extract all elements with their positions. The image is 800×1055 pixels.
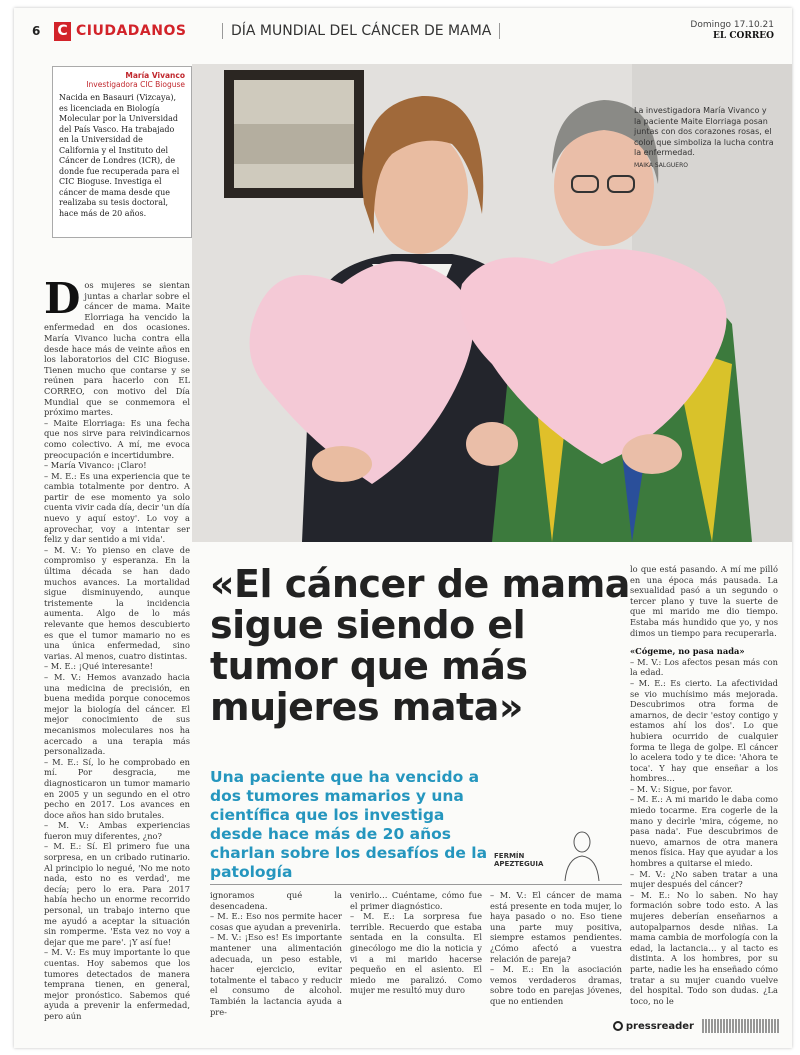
paper-name: EL CORREO [713, 31, 774, 41]
col1-paragraph: – M. E.: Sí, lo he comprobado en mí. Por desgracia, me diagnosticaron un tumor mamario en 2005 y un segundo en el otro pecho en 2017. Los avances en doce años han sido brutales. [44, 756, 190, 820]
pressreader-icon [613, 1021, 623, 1031]
divider [210, 884, 622, 885]
article-column-1 [44, 274, 190, 1035]
footer [613, 1016, 780, 1036]
drop-cap: D [44, 274, 81, 323]
author-portrait-icon [559, 826, 605, 881]
pressreader-label: pressreader [625, 1020, 694, 1032]
col1-paragraph: – M. E.: Es una experiencia que te cambia totalmente por dentro. A partir de ese momento ya solo cuenta vivir cada día, decir 'un día nuevo y aquí estoy'. Lo voy a aprovechar, voy a intentar ser feliz y dar sentido a mi vida'. [44, 470, 190, 545]
colr-paragraph: – M. V.: Sigue, por favor. [630, 783, 733, 794]
col1-paragraph: – M. V.: Ambas experiencias fueron muy diferentes, ¿no? [44, 820, 190, 841]
colr-paragraph: – M. V.: Los afectos pesan más con la edad. [630, 656, 778, 678]
colb2-paragraph: venirlo… Cuéntame, cómo fue el primer diagnóstico. [350, 890, 482, 911]
col1-paragraph: – M. V.: Es muy importante lo que cuentas. Hoy sabemos que los tumores detectados de manera temprana tienen, en general, mejor pronóstico. Sabemos qué ayuda a prevenir la enfermedad, pero aún [44, 947, 190, 1021]
headline: «El cáncer de mama sigue siendo el tumor que más mujeres mata» [210, 562, 630, 729]
date-text: Domingo 17.10.21 [690, 20, 774, 30]
byline [494, 852, 543, 868]
bio-box [52, 66, 192, 238]
legal-notice [702, 1019, 780, 1033]
col1-paragraph: – M. E.: ¡Qué interesante! [44, 661, 153, 672]
colr-paragraph: – M. E.: A mi marido le daba como miedo tocarme. Era cogerle de la mano y decirle 'mira, cógeme, no pasa nada'. Fue descubrimos de nuevo, amarnos de otra manera menos física. Hay que ayudar a los hombres a quitarse el miedo. [630, 794, 778, 869]
col1-paragraph: – M. V.: Yo pienso en clave de compromiso y esperanza. En la última década se han dado muchos avances. La mortalidad sigue disminuyendo, aunque tristemente la incidencia aumenta. Algo de lo más relevante que hemos descubierto es que el tumor mamario no es una única enfermedad, sino varias. Al menos, cuatro distintas. [44, 544, 190, 661]
colr-paragraph: lo que está pasando. A mí me pilló en una época más pausada. La sexualidad pasó a un segundo o tercer plano y tuve la suerte de que mi marido me dio tiempo. Estaba más hundido que yo, y nos dimos un tiempo para recuperarla. [630, 564, 778, 638]
newspaper-page [14, 8, 792, 1048]
colr-paragraph: – M. V.: ¿No saben tratar a una mujer después del cáncer? [630, 868, 778, 890]
colb1-paragraph: – M. V.: ¡Eso es! Es importante mantener una alimentación adecuada, un peso estable, hacer ejercicio, evitar totalmente el tabaco y reducir el consumo de alcohol. También la lactancia ayuda a pre- [210, 932, 342, 1017]
article-column-b3 [490, 890, 622, 1040]
colb3-paragraph: – M. V.: El cáncer de mama está presente en toda mujer, lo haya pasado o no. Eso tiene una parte muy positiva, siempre estamos pendientes. ¿Cómo afectó a vuestra relación de pareja? [490, 890, 622, 964]
colb2-paragraph: – M. E.: La sorpresa fue terrible. Recuerdo que estaba sentada en la consulta. El ginecólogo me dio la noticia y vi a mi marido hacerse pequeño en el asiento. El miedo me paralizó. Como mujer me resultó muy duro [350, 911, 482, 996]
caption-text: La investigadora María Vivanco y la paciente Maite Elorriaga posan juntas con dos corazones rosas, el color que simboliza la lucha contra la enfermedad. [634, 106, 774, 157]
section-subtitle: DÍA MUNDIAL DEL CÁNCER DE MAMA [222, 23, 500, 39]
newspaper-logo-icon: C [54, 22, 71, 41]
bio-text: Nacida en Basauri (Vizcaya), es licenciada en Biología Molecular por la Universidad del País Vasco. Ha trabajado en la Universidad de California y el Instituto del Cáncer de Londres (ICR), de donde fue recuperada para el CIC Bioguse. Investiga el cáncer de mama desde que realizaba su tesis doctoral, hace más de 20 años. [59, 93, 180, 218]
colb3-paragraph: – M. E.: En la asociación vemos verdaderos dramas, sobre todo en parejas jóvenes, que no entienden [490, 964, 622, 1006]
bio-name: María Vivanco [125, 71, 185, 80]
photo-caption [634, 106, 774, 171]
pressreader-logo [613, 1021, 694, 1032]
byline-last: APEZTEGUIA [494, 860, 544, 868]
photo-credit: MAIKA SALGUERO [634, 161, 688, 169]
col1-paragraph: – M. E.: Sí. El primero fue una sorpresa, en un cribado rutinario. Al principio lo negué, 'No me noto nada, esto no es verdad', me decía; pero lo era. Para 2017 había hecho un enorme recorrido personal, un trabajo interno que me ayudó a aceptar la situación sin romperme. 'Esta vez no voy a dejar que me pare'. ¡Y así fue! [44, 841, 190, 947]
col1-paragraph: – Maite Elorriaga: Es una fecha que nos sirve para reivindicarnos como colectivo. A mí, me evoca preocupación e incertidumbre. [44, 417, 190, 460]
section-title: CIUDADANOS [76, 23, 187, 39]
col1-paragraph: – María Vivanco: ¡Claro! [44, 460, 147, 471]
article-column-right [630, 564, 778, 1020]
colb1-paragraph: ignoramos qué la desencadena. [210, 890, 342, 911]
page-number: 6 [32, 24, 41, 38]
page-header [32, 20, 774, 44]
col1-paragraph: os mujeres se sientan juntas a charlar sobre el cáncer de mama. Maite Elorriaga ha vencido la enfermedad en dos ocasiones. María Vivanco lucha contra ella desde hace más de veinte años en los laboratorios del CIC Bioguse. Tienen mucho que contarse y se reúnen para hacerlo con EL CORREO, con motivo del Día Mundial que se conmemora el próximo martes. [44, 280, 190, 418]
article-column-b1 [210, 890, 342, 1040]
col1-paragraph: – M. V.: Hemos avanzado hacia una medicina de precisión, en buena medida porque conocemos mejor la biología del cáncer. El mejor conocimiento de sus mecanismos moleculares nos ha acercado a una terapia más personalizada. [44, 671, 190, 757]
article-column-b2 [350, 890, 482, 1040]
issue-date [690, 20, 774, 41]
main-photo [192, 64, 792, 542]
colr-paragraph: – M. E.: Es cierto. La afectividad se vio muchísimo más mejorada. Descubrimos otra forma de amarnos, de decir 'estoy contigo y estamos ahí los dos'. Lo que hubiera ocurrido de cualquier forma te llega de golpe. El cáncer lo acelera todo y te dice: 'Ahora te toca'. Y hay que enseñar a los hombres… [630, 677, 778, 784]
bio-role: Investigadora CIC Bioguse [86, 80, 185, 89]
colb1-paragraph: – M. E.: Eso nos permite hacer cosas que ayudan a prevenirla. [210, 911, 342, 932]
colr-paragraph: – M. E.: No lo saben. No hay formación sobre todo esto. A las mujeres deberían enseñarnos a autopalparnos desde niñas. La mama cambia de morfología con la edad, la lactancia… y al tacto es distinta. A los hombres, por su parte, nadie les ha enseñado cómo tratar a su mujer cuando vuelve del hospital. Todo son dudas. ¿La toco, no le [630, 889, 778, 1006]
interview-subhead: «Cógeme, no pasa nada» [630, 646, 745, 657]
deck-subtitle: Una paciente que ha vencido a dos tumores mamarios y una científica que los investiga desde hace más de 20 años charlan sobre los desafíos de la patología [210, 768, 488, 881]
byline-first: FERMÍN [494, 852, 525, 860]
